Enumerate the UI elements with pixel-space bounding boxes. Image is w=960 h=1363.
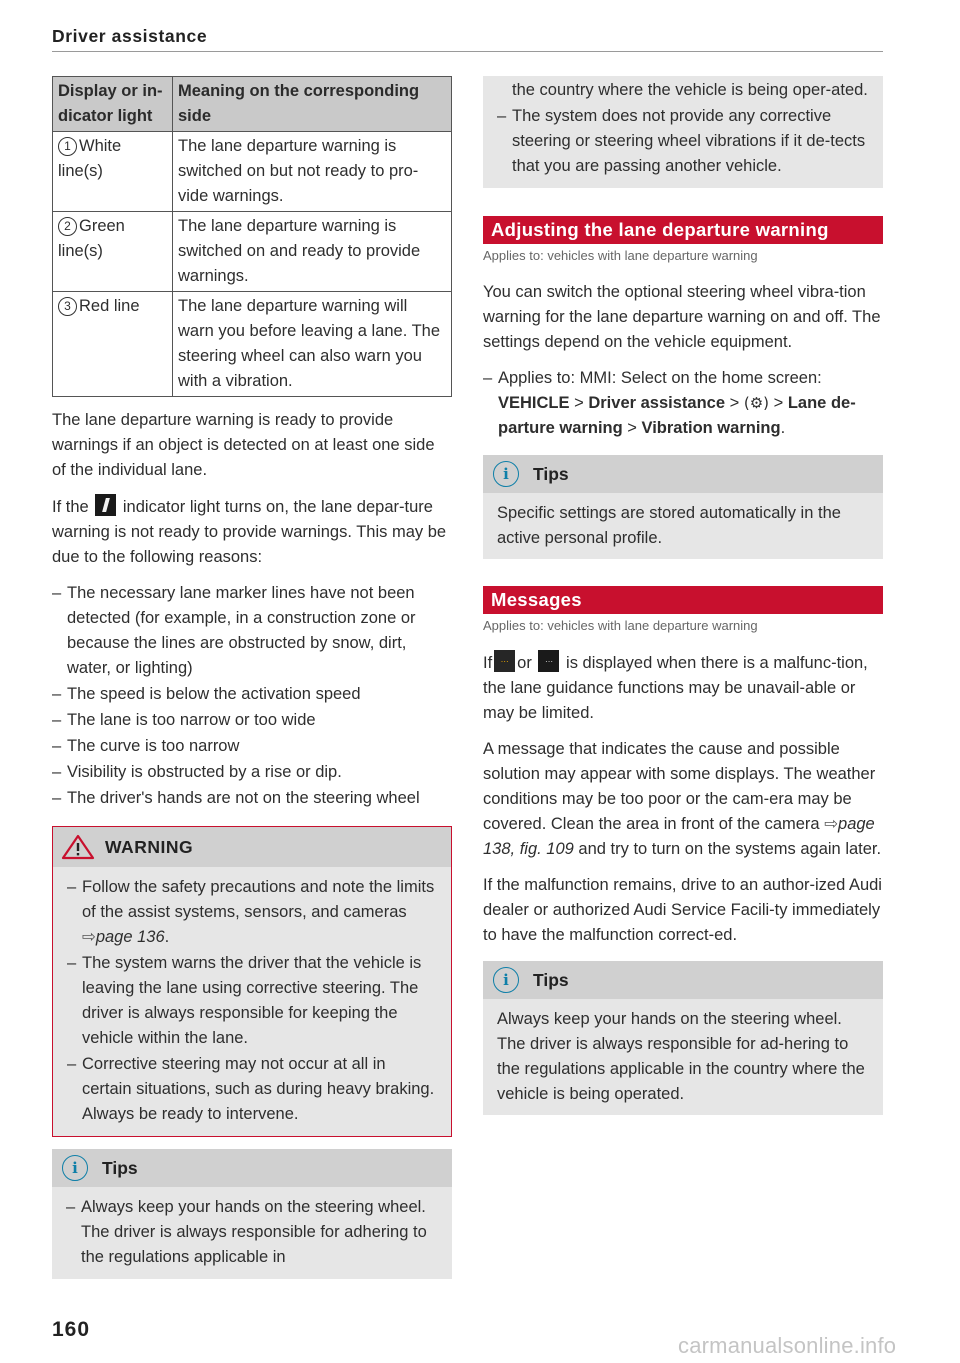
table-cell-indicator	[53, 292, 173, 397]
tips-header	[483, 455, 883, 493]
list-item-text: The lane is too narrow or too wide	[67, 711, 316, 729]
tips-box	[52, 1149, 452, 1279]
tips-title: Tips	[102, 1157, 138, 1178]
list-item	[67, 951, 439, 1051]
chevron-right-icon: >	[729, 394, 740, 412]
dash-bullet: –	[483, 369, 493, 387]
tips-text: Specific settings are stored automatically in the active personal profile.	[497, 504, 841, 547]
list-item	[497, 104, 871, 179]
dash-bullet: –	[67, 1055, 77, 1073]
adjusting-steps	[483, 366, 883, 441]
table-header-cell: Meaning on the corresponding side	[173, 77, 452, 132]
not-ready-paragraph	[52, 494, 452, 570]
dash-bullet: –	[67, 954, 77, 972]
malfunction-paragraph	[483, 650, 883, 726]
page-reference-link[interactable]: page 138, fig. 109	[483, 815, 875, 858]
indicator-table	[52, 76, 452, 397]
callout-number-icon: 2	[58, 217, 77, 236]
list-item	[52, 708, 452, 733]
tips-body	[52, 1187, 452, 1279]
left-column	[52, 76, 452, 1279]
tips-body	[483, 493, 883, 559]
info-icon: i	[493, 967, 519, 993]
watermark: carmanualsonline.info	[678, 1333, 897, 1358]
running-header: Driver assistance	[52, 26, 208, 46]
chevron-right-icon: >	[627, 419, 637, 437]
page-reference-link[interactable]: page 136	[95, 928, 165, 946]
reasons-list	[52, 581, 452, 811]
tips-header	[483, 961, 883, 999]
right-column	[483, 76, 883, 1115]
list-item-text: Corrective steering may not occur at all in certain situations, such as during heavy braking. Always be ready to intervene.	[82, 1055, 435, 1123]
menu-path-vehicle: VEHICLE	[498, 394, 570, 412]
list-item-text: The system does not provide any corrective steering or steering wheel vibrations if it de-tects that you are passing another vehicle.	[512, 107, 866, 175]
tips-title: Tips	[533, 969, 569, 990]
list-item	[52, 734, 452, 759]
dash-bullet: –	[52, 737, 62, 755]
tips-list	[497, 78, 871, 179]
tips-box	[483, 455, 883, 559]
ready-paragraph: The lane departure warning is ready to provide warnings if an object is detected on at least one side of the individual lane.	[52, 411, 435, 479]
tips-box	[483, 961, 883, 1115]
info-icon: i	[493, 461, 519, 487]
tips-title: Tips	[533, 463, 569, 484]
callout-number-icon: 3	[58, 297, 77, 316]
list-item-text: The speed is below the activation speed	[67, 685, 361, 703]
list-item-text: the country where the vehicle is being oper-ated.	[512, 81, 868, 99]
table-cell-meaning: The lane departure warning is switched on and ready to provide warnings.	[173, 212, 452, 292]
list-item-text: The curve is too narrow	[67, 737, 240, 755]
adjusting-paragraph: You can switch the optional steering wheel vibra-tion warning for the lane departure warning on and off. The settings depend on the vehicle equipment.	[483, 283, 881, 351]
table-cell-indicator	[53, 212, 173, 292]
tips-body	[483, 999, 883, 1115]
section-heading-adjusting: Adjusting the lane departure warning	[483, 216, 883, 244]
settings-gear-icon: (⚙)	[743, 394, 770, 412]
header-rule	[52, 51, 883, 52]
table-cell-meaning: The lane departure warning is switched on but not ready to pro-vide warnings.	[173, 132, 452, 212]
dash-bullet: –	[52, 584, 62, 602]
info-icon: i	[62, 1155, 88, 1181]
dash-bullet: –	[52, 711, 62, 729]
tips-text: Always keep your hands on the steering wheel. The driver is always responsible for ad-hering to the regulations applicable in the country where the vehicle is being operated.	[497, 1010, 865, 1103]
list-item: – Follow the safety precautions and note the limits of the assist systems, sensors, and cameras ⇨page 136.	[67, 875, 439, 950]
lane-assist-indicator-icon	[95, 494, 116, 516]
dash-bullet: –	[52, 763, 62, 781]
list-item	[67, 1052, 439, 1127]
menu-path-driver-assistance: Driver assistance	[588, 394, 726, 412]
dash-bullet: –	[52, 685, 62, 703]
tips-box-continued	[483, 76, 883, 188]
list-item-text: Follow the safety precautions and note the limits of the assist systems, sensors, and cameras	[82, 878, 435, 921]
list-item-text: The system warns the driver that the vehicle is leaving the lane using corrective steering. The driver is always responsible for keeping the vehicle within the lane.	[82, 954, 422, 1047]
applies-note: Applies to: vehicles with lane departure warning	[483, 248, 758, 263]
page-reference-arrow-icon: ⇨	[824, 815, 839, 833]
text-fragment: If	[483, 654, 493, 672]
section-heading-messages: Messages	[483, 586, 883, 614]
table-cell-meaning: The lane departure warning will warn you before leaving a lane. The steering wheel can also warn you with a vibration.	[173, 292, 452, 397]
camera-paragraph	[483, 737, 883, 862]
indicator-label: White line(s)	[58, 137, 122, 180]
list-item-text: The driver's hands are not on the steering wheel	[67, 789, 420, 807]
dash-bullet: –	[497, 107, 507, 125]
tips-body	[483, 76, 883, 188]
applies-note: Applies to: vehicles with lane departure warning	[483, 618, 758, 633]
menu-path-vibration-warning: Vibration warning	[641, 419, 781, 437]
list-item: – Applies to: MMI: Select on the home screen: VEHICLE > Driver assistance > (⚙) > Lane de-parture warning > Vibration warning.	[483, 366, 883, 441]
table-header-cell: Display or in-dicator light	[53, 77, 173, 132]
warning-header	[53, 827, 451, 867]
list-item	[52, 786, 452, 811]
dash-bullet: –	[66, 1198, 76, 1216]
chevron-right-icon: >	[574, 394, 584, 412]
callout-number-icon: 1	[58, 137, 77, 156]
table-row	[53, 212, 452, 292]
list-item-text: Visibility is obstructed by a rise or dip.	[67, 763, 342, 781]
list-item-text: The necessary lane marker lines have not been detected (for example, in a construction zone or because the lines are obstructed by snow, dirt, water, or lighting)	[67, 584, 416, 677]
menu-path-lane-departure: Lane de-parture warning	[498, 394, 856, 437]
warning-list	[67, 875, 439, 1127]
page-number: 160	[52, 1318, 91, 1341]
page-reference-arrow-icon: ⇨	[82, 928, 96, 946]
lane-malfunction-amber-icon: ⋯	[494, 650, 515, 672]
text-fragment: or	[517, 654, 532, 672]
tips-header	[52, 1149, 452, 1187]
warning-box	[52, 826, 452, 1137]
indicator-label: Red line	[79, 297, 140, 315]
text-fragment: indicator light turns on, the lane depar-ture warning is not ready to provide warnings. This may be due to the following reasons:	[52, 498, 447, 566]
text-fragment: is displayed when there is a malfunc-tion, the lane guidance functions may be unavail-able or may be limited.	[483, 654, 868, 722]
table-row	[53, 292, 452, 397]
dash-bullet: –	[67, 878, 77, 896]
lane-malfunction-icon: ⋯	[538, 650, 559, 672]
indicator-label: Green line(s)	[58, 217, 125, 260]
table-cell-indicator	[53, 132, 173, 212]
dash-bullet: –	[52, 789, 62, 807]
table-row	[53, 132, 452, 212]
table-header-row	[53, 77, 452, 132]
warning-body	[53, 867, 451, 1136]
dealer-paragraph: If the malfunction remains, drive to an author-ized Audi dealer or authorized Audi Service Facili-ty immediately to have the malfunction correct-ed.	[483, 876, 882, 944]
list-item	[52, 581, 452, 681]
text-fragment: and try to turn on the systems again later.	[578, 840, 882, 858]
list-item	[52, 682, 452, 707]
chevron-right-icon: >	[773, 394, 784, 412]
text-fragment: A message that indicates the cause and possible solution may appear with some displays. The weather conditions may be too poor or the cam-era may be covered. Clean the area in front of the camera	[483, 740, 876, 833]
list-item	[66, 1195, 440, 1270]
tips-list	[66, 1195, 440, 1270]
text-fragment: If the	[52, 498, 89, 516]
warning-title: WARNING	[105, 836, 194, 857]
step-text: Applies to: MMI: Select on the home screen:	[498, 369, 822, 387]
list-item	[52, 760, 452, 785]
list-item-continued	[497, 78, 871, 103]
warning-triangle-icon	[61, 834, 95, 860]
list-item-text: Always keep your hands on the steering wheel. The driver is always responsible for adhering to the regulations applicable in	[81, 1198, 427, 1266]
